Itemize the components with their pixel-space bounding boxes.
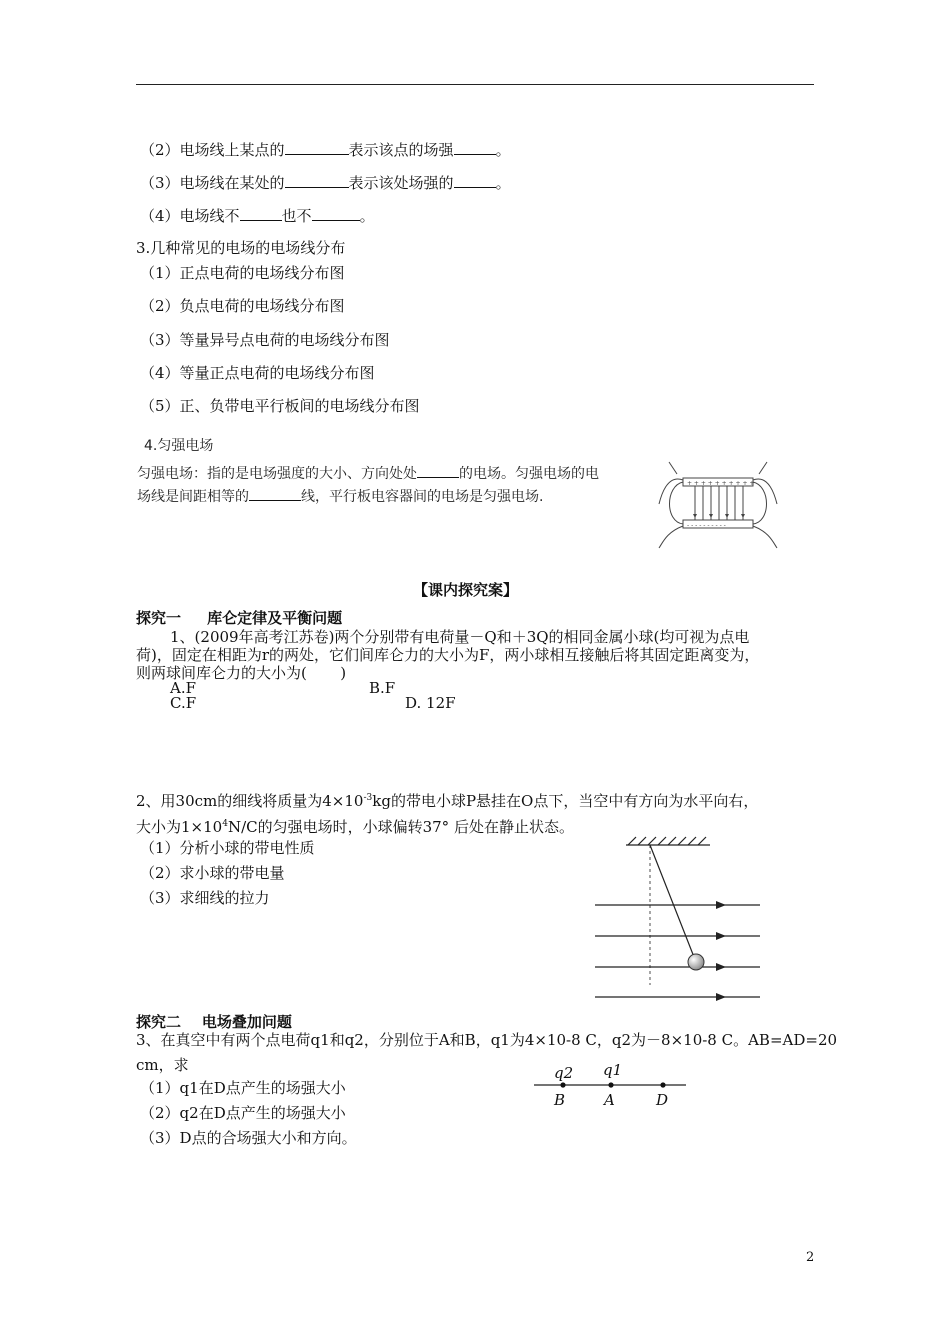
blank-line[interactable] — [285, 173, 349, 188]
blank-item-3 — [140, 173, 511, 193]
q2-item: （3）求细线的拉力 — [140, 889, 270, 907]
field-arrow — [716, 901, 726, 909]
blank-item-3-text-b: 表示该处场强的 — [348, 174, 454, 192]
blank-line[interactable] — [417, 463, 459, 478]
label-q1: q1 — [603, 1061, 623, 1079]
string — [650, 845, 694, 957]
point-d — [660, 1082, 665, 1087]
q3-item: （2）q2在D点产生的场强大小 — [140, 1104, 346, 1122]
section-4-text: 匀强电场：指的是电场强度的大小、方向处处 — [137, 466, 417, 482]
q3-item: （3）D点的合场强大小和方向。 — [140, 1129, 357, 1147]
section-3-item: （3）等量异号点电荷的电场线分布图 — [140, 331, 390, 349]
q2-line-1 — [136, 788, 758, 811]
q2-text: N/C的匀强电场时，小球偏转37° 后处在静止状态。 — [227, 818, 574, 836]
section-4-text: 的电场。匀强电场的电 — [459, 466, 599, 482]
blank-line[interactable] — [454, 173, 496, 188]
q3-item: （1）q1在D点产生的场强大小 — [140, 1079, 346, 1097]
q2-line-2 — [136, 814, 574, 837]
blank-item-2-text-b: 表示该点的场强 — [348, 141, 454, 159]
field-arrow — [716, 993, 726, 1001]
section-4-title: 4.匀强电场 — [144, 438, 214, 454]
pendulum-field-figure — [590, 835, 765, 1005]
blank-item-4-text-a: （4）电场线不 — [140, 207, 240, 225]
blank-item-2 — [140, 140, 511, 160]
section-3-item: （2）负点电荷的电场线分布图 — [140, 297, 345, 315]
section-4-text: 线，平行板电容器间的电场是匀强电场. — [301, 489, 544, 505]
section-4-text: 场线是间距相等的 — [137, 489, 249, 505]
blank-item-3-text-c: 。 — [495, 174, 511, 192]
section-3-item: （5）正、负带电平行板间的电场线分布图 — [140, 397, 420, 415]
q3-line-2: cm，求 — [136, 1056, 189, 1074]
section-4-line-1 — [137, 463, 599, 484]
label-q2: q2 — [554, 1064, 574, 1082]
blank-line[interactable] — [240, 206, 282, 221]
blank-item-4 — [140, 206, 375, 226]
q1-option-b[interactable]: B.F — [369, 679, 396, 697]
point-charge-line-figure — [530, 1060, 690, 1110]
q2-exponent: -3 — [363, 793, 373, 803]
label-b: B — [554, 1091, 566, 1109]
section-3-item: （4）等量正点电荷的电场线分布图 — [140, 364, 375, 382]
charged-ball — [688, 954, 704, 970]
blank-item-4-text-c: 。 — [359, 207, 375, 225]
blank-line[interactable] — [285, 140, 349, 155]
q2-text: kg的带电小球P悬挂在O点下，当空中有方向为水平向右， — [372, 792, 759, 810]
svg-text:- - - - - - - - - -: - - - - - - - - - - — [687, 522, 726, 529]
parallel-plate-field-figure — [655, 456, 775, 551]
label-a: A — [604, 1091, 615, 1109]
q2-item: （2）求小球的带电量 — [140, 864, 285, 882]
q2-item: （1）分析小球的带电性质 — [140, 839, 315, 857]
q2-text: 大小为1×10 — [136, 818, 223, 836]
svg-text:+ + + + + + + + + +: + + + + + + + + + + — [687, 480, 755, 487]
q1-line-2: 荷)，固定在相距为r的两处，它们间库仑力的大小为F，两小球相互接触后将其固定距离变为， — [136, 646, 760, 664]
section-4-line-2 — [137, 486, 543, 507]
inquiry-2-title: 探究二 电场叠加问题 — [136, 1013, 292, 1031]
label-d: D — [656, 1091, 669, 1109]
q1-option-a[interactable]: A.F — [170, 679, 197, 697]
blank-line[interactable] — [249, 486, 301, 501]
blank-item-2-text-c: 。 — [495, 141, 511, 159]
q1-option-d[interactable]: D. 12F — [405, 694, 456, 712]
q1-line-1: 1、(2009年高考江苏卷)两个分别带有电荷量－Q和＋3Q的相同金属小球(均可视为点电 — [170, 628, 750, 646]
section-3-item: （1）正点电荷的电场线分布图 — [140, 264, 345, 282]
blank-item-4-text-b: 也不 — [281, 207, 312, 225]
blank-line[interactable] — [454, 140, 496, 155]
blank-item-2-text-a: （2）电场线上某点的 — [140, 141, 285, 159]
field-arrow — [716, 963, 726, 971]
point-a — [608, 1082, 613, 1087]
classroom-inquiry-title: 【课内探究案】 — [413, 581, 519, 599]
q1-line-3: 则两球间库仑力的大小为( ) — [136, 664, 347, 682]
page-number: 2 — [806, 1250, 815, 1265]
q1-option-c[interactable]: C.F — [170, 694, 197, 712]
point-b — [560, 1082, 565, 1087]
header-rule — [136, 84, 814, 85]
q2-exponent: 4 — [222, 819, 228, 829]
q3-line-1: 3、在真空中有两个点电荷q1和q2，分别位于A和B，q1为4×10-8 C，q2为－8×10-8 C。AB=AD=20 — [136, 1031, 838, 1049]
inquiry-1-title: 探究一 库仑定律及平衡问题 — [136, 609, 343, 627]
section-3-title: 3.几种常见的电场的电场线分布 — [136, 239, 346, 257]
q2-text: 2、用30cm的细线将质量为4×10 — [136, 792, 364, 810]
field-arrow — [716, 932, 726, 940]
blank-item-3-text-a: （3）电场线在某处的 — [140, 174, 285, 192]
blank-line[interactable] — [312, 206, 360, 221]
